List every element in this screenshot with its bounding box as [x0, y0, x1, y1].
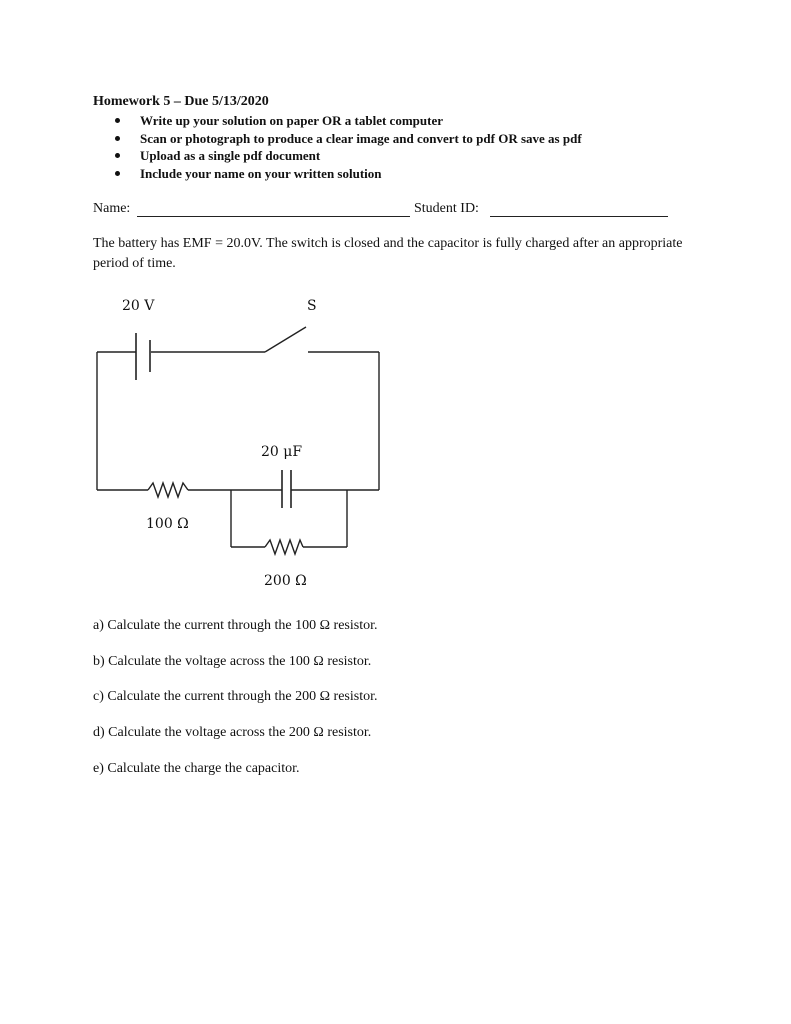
instruction-text: Include your name on your written solution — [140, 165, 382, 181]
student-id-label: Student ID: — [414, 201, 479, 216]
problem-intro: The battery has EMF = 20.0V. The switch is closed and the capacitor is fully charged after an appropriate period of time. — [93, 236, 683, 271]
resistor-200-icon — [265, 540, 303, 554]
question-b: b) Calculate the voltage across the 100 Ω resistor. — [93, 654, 372, 669]
switch-icon — [265, 327, 306, 352]
question-c: c) Calculate the current through the 200 Ω resistor. — [93, 689, 378, 704]
capacitor-label: 20 μF — [261, 444, 303, 460]
instruction-text: Write up your solution on paper OR a tablet computer — [140, 113, 443, 128]
resistor-100-icon — [148, 483, 188, 497]
instruction-text: Scan or photograph to produce a clear image and convert to pdf OR save as pdf — [140, 130, 582, 146]
question-e: e) Calculate the charge the capacitor. — [93, 761, 300, 776]
switch-label: S — [307, 298, 317, 314]
question-a: a) Calculate the current through the 100 Ω resistor. — [93, 618, 378, 633]
homework-title: Homework 5 – Due 5/13/2020 — [93, 94, 269, 109]
battery-label: 20 V — [122, 298, 155, 314]
question-d: d) Calculate the voltage across the 200 Ω resistor. — [93, 725, 372, 740]
capacitor-icon — [282, 470, 291, 508]
resistor-200-label: 200 Ω — [264, 573, 307, 589]
name-label: Name: — [93, 201, 131, 216]
battery-icon — [136, 333, 150, 380]
instruction-text: Upload as a single pdf document — [140, 148, 321, 163]
circuit-wires — [97, 352, 379, 547]
resistor-100-label: 100 Ω — [146, 516, 189, 532]
